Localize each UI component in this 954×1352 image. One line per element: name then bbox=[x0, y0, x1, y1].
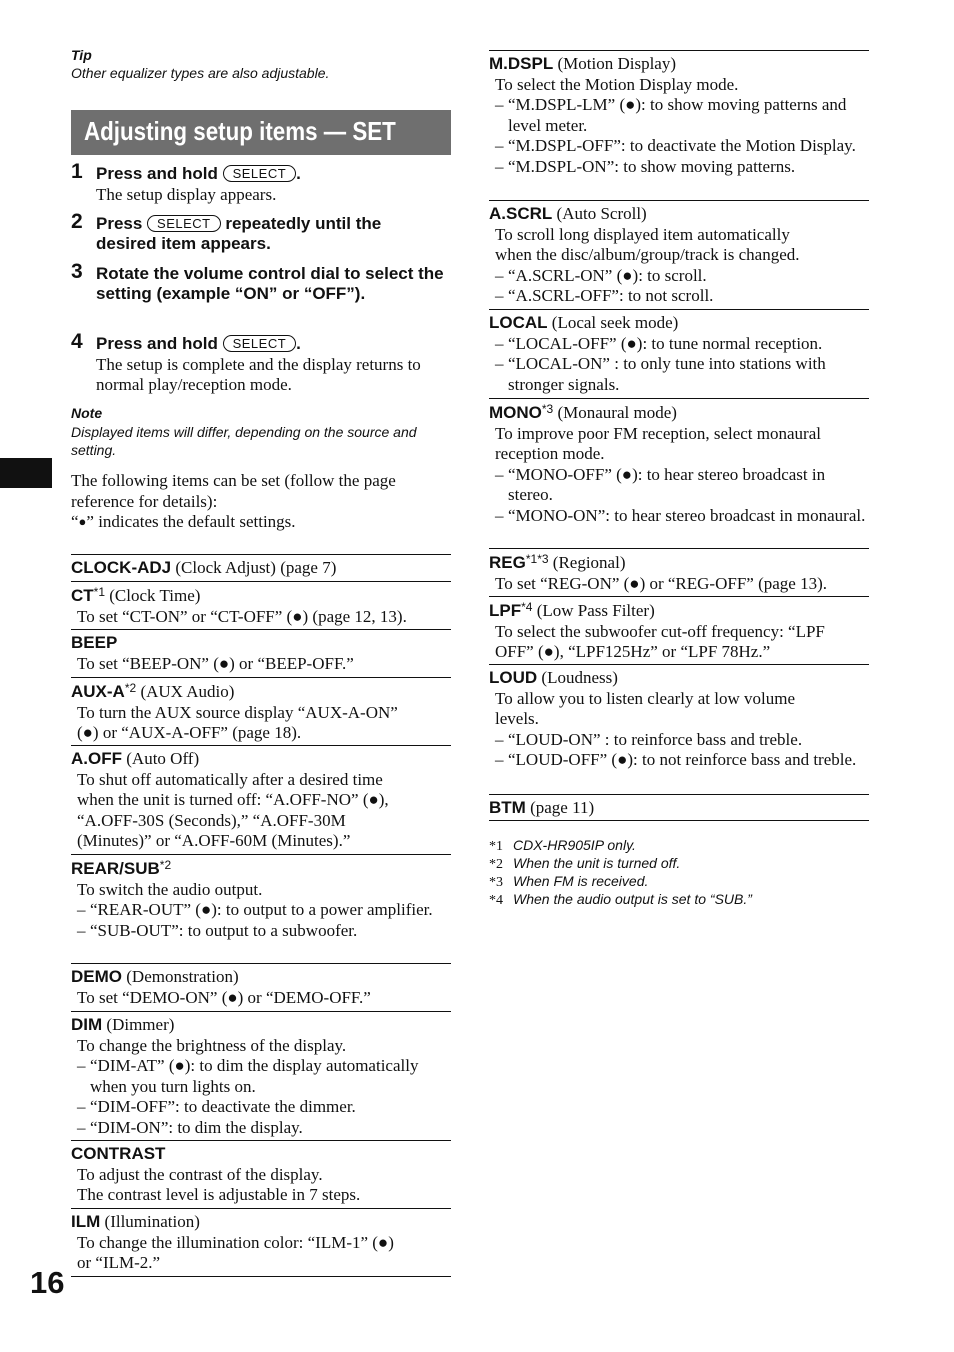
item-ct: CT$^{*1}$ (Clock Time) To set “CT-ON” or “CT-OFF” (●) (page 12, 13). bbox=[71, 581, 451, 627]
select-key-icon: SELECT bbox=[223, 335, 297, 352]
item-reg: $REG^{*1*3}$ (Regional) To set “REG-ON” (●) or “REG-OFF” (page 13). bbox=[489, 548, 869, 594]
footnote: *4 When the audio output is set to “SUB.” bbox=[489, 891, 752, 908]
step-heading: Press SELECT repeatedly until the desired item appears. bbox=[96, 214, 382, 253]
step-number: 1 bbox=[71, 160, 83, 183]
item-a-scrl: A.SCRL (Auto Scroll) To scroll long displayed item automatically when the disc/album/group/track is changed. – “A.SCRL-ON” (●): to scroll. – “A.SCRL-OFF”: to not scroll. bbox=[489, 200, 869, 307]
item-m-dspl: M.DSPL (Motion Display) To select the Motion Display mode. – “M.DSPL-LM” (●): to show moving patterns and level meter. – “M.DSPL-OFF”: to deactivate the Motion Display. – “M.DSPL-ON”: to show moving patterns. bbox=[489, 50, 869, 177]
step-number: 2 bbox=[71, 210, 83, 233]
step-body: The setup is complete and the display returns to normal play/reception mode. bbox=[96, 355, 421, 394]
footnote: *3 When FM is received. bbox=[489, 873, 649, 890]
step-heading: Rotate the volume control dial to select the setting (example “ON” or “OFF”). bbox=[96, 264, 444, 303]
section-side-tab bbox=[0, 458, 52, 488]
select-key-icon: SELECT bbox=[223, 165, 297, 182]
step-number: 4 bbox=[71, 330, 83, 353]
item-aux-a: AUX-$A^{*2}$ (AUX Audio) To turn the AUX source display “AUX-A-ON” (●) or “AUX-A-OFF” (page 18). bbox=[71, 677, 451, 744]
item-contrast: CONTRAST To adjust the contrast of the display. The contrast level is adjustable in 7 steps. bbox=[71, 1140, 451, 1206]
item-beep: BEEP To set “BEEP-ON” (●) or “BEEP-OFF.” bbox=[71, 629, 451, 674]
item-local: LOCAL (Local seek mode) – “LOCAL-OFF” (●): to tune normal reception. – “LOCAL-ON” : to only tune into stations with stronger signals. bbox=[489, 309, 869, 395]
step-heading: Press and hold SELECT . bbox=[96, 334, 301, 353]
tip-title: Tip bbox=[71, 47, 92, 63]
item-ilm: ILM (Illumination) To change the illumination color: “ILM-1” (●) or “ILM-2.” bbox=[71, 1208, 451, 1274]
item-btm: BTM (page 11) bbox=[489, 794, 869, 819]
item-clock-adj: CLOCK-ADJ (Clock Adjust) (page 7) bbox=[71, 554, 451, 579]
default-dot-icon: ● bbox=[78, 514, 87, 529]
section-title: Adjusting setup items — SET bbox=[84, 116, 396, 146]
item-dim: DIM (Dimmer) To change the brightness of the display. – “DIM-AT” (●): to dim the display automatically when you turn lights on. – “DIM-OFF”: to deactivate the dimmer. – “DIM-ON”: to dim the display. bbox=[71, 1011, 451, 1138]
item-mono: MONO$^{*3}$ (Monaural mode) To improve poor FM reception, select monaural reception mode. – “MONO-OFF” (●): to hear stereo broadcast in stereo. – “MONO-ON”: to hear stereo broadcast in monaural. bbox=[489, 398, 869, 526]
footnote: *2 When the unit is turned off. bbox=[489, 855, 681, 872]
right-column-bottom-rule bbox=[489, 820, 869, 821]
step-body: The setup display appears. bbox=[96, 185, 277, 204]
step-heading: Press and hold SELECT . bbox=[96, 164, 301, 183]
select-key-icon: SELECT bbox=[147, 215, 221, 232]
item-lpf: LPF$^{*4}$ (Low Pass Filter) To select the subwoofer cut-off frequency: “LPF OFF” (●), “LPF125Hz” or “LPF 78Hz.” bbox=[489, 596, 869, 663]
tip-text: Other equalizer types are also adjustable. bbox=[71, 65, 330, 81]
note-title: Note bbox=[71, 405, 103, 421]
section-header bbox=[71, 110, 451, 155]
item-a-off: A.OFF (Auto Off) To shut off automatically after a desired time when the unit is turned off: “A.OFF-NO” (●), “A.OFF-30S (Seconds),” “A.OFF-30M (Minutes)” or “A.OFF-60M (Minutes).” bbox=[71, 745, 451, 852]
page-number: 16 bbox=[30, 1265, 65, 1300]
intro-text: The following items can be set (follow the page reference for details): “●” indicates the default settings. bbox=[71, 471, 396, 531]
left-column-bottom-rule bbox=[71, 1276, 451, 1277]
note-text: Displayed items will differ, depending on the source and setting. bbox=[71, 424, 417, 458]
item-rear-sub: REAR/SUB$^{*2}$ To switch the audio output. – “REAR-OUT” (●): to output to a power amplifier. – “SUB-OUT”: to output to a subwoofer. bbox=[71, 854, 451, 941]
item-demo: DEMO (Demonstration) To set “DEMO-ON” (●) or “DEMO-OFF.” bbox=[71, 963, 451, 1008]
step-number: 3 bbox=[71, 260, 83, 283]
footnote: *1 CDX-HR905IP only. bbox=[489, 837, 636, 854]
item-loud: LOUD (Loudness) To allow you to listen clearly at low volume levels. – “LOUD-ON” : to reinforce bass and treble. – “LOUD-OFF” (●): to not reinforce bass and treble. bbox=[489, 664, 869, 771]
